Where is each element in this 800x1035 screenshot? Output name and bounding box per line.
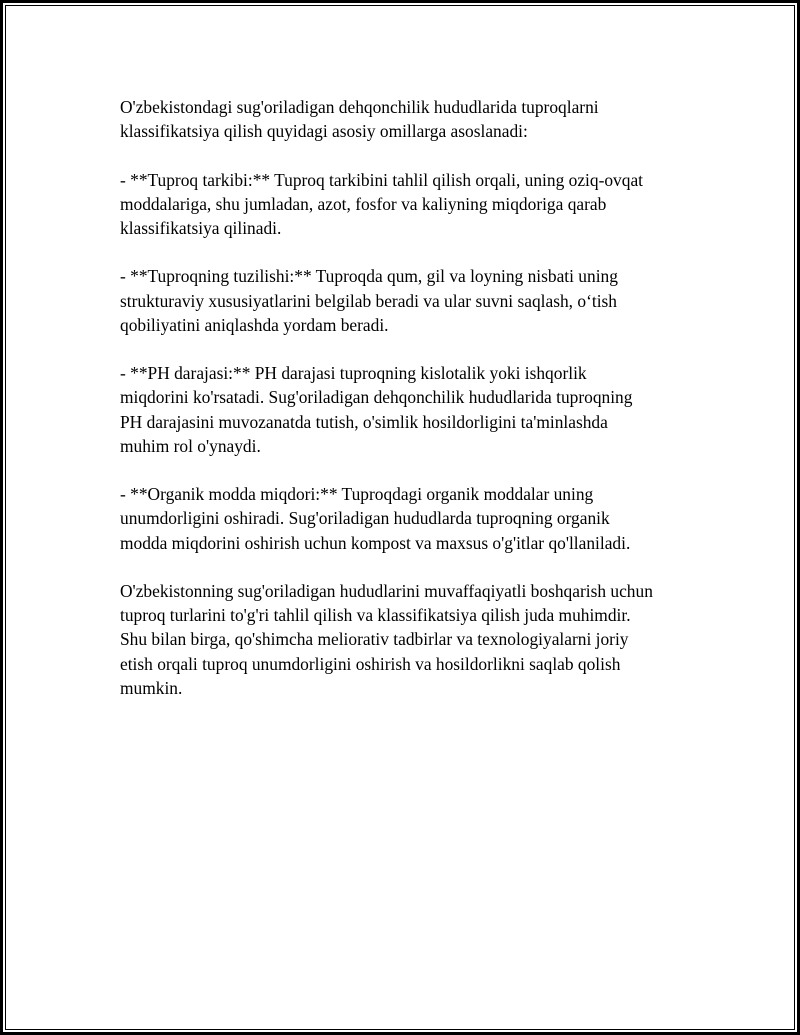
list-item-ph-darajasi: - **PH darajasi:** PH darajasi tuproqning kislotalik yoki ishqorlik miqdorini ko'rsatadi. Sug'oriladigan dehqonchilik hududlarida tuproqning PH darajasini muvozanatda tutish, o'simlik hosildorligini ta'minlashda muhim rol o'ynaydi. [120,363,633,456]
document-body [120,95,700,724]
list-item-organik-modda: - **Organik modda miqdori:** Tuproqdagi organik moddalar uning unumdorligini oshiradi. Sug'oriladigan hududlarda tuproqning organik modda miqdorini oshirish uchun kompost va maxsus o'g'itlar qo'llaniladi. [120,484,631,553]
list-item-tuproqning-tuzilishi: - **Tuproqning tuzilishi:** Tuproqda qum, gil va loyning nisbati uning strukturaviy xususiyatlarini belgilab beradi va ular suvni saqlash, o‘tish qobiliyatini aniqlashda yordam beradi. [120,266,618,335]
list-item-tuproq-tarkibi: - **Tuproq tarkibi:** Tuproq tarkibini tahlil qilish orqali, uning oziq-ovqat moddalariga, shu jumladan, azot, fosfor va kaliyning miqdoriga qarab klassifikatsiya qilinadi. [120,169,643,238]
conclusion-paragraph: O'zbekistonning sug'oriladigan hududlarini muvaffaqiyatli boshqarish uchun tuproq turlarini to'g'ri tahlil qilish va klassifikatsiya qilish juda muhimdir. Shu bilan birga, qo'shimcha meliorativ tadbirlar va texnologiyalarni joriy etish orqali tuproq unumdorligini oshirish va hosildorlikni saqlab qolish mumkin. [120,580,653,698]
intro-paragraph: O'zbekistondagi sug'oriladigan dehqonchilik hududlarida tuproqlarni klassifikatsiya qilish quyidagi asosiy omillarga asoslanadi: [120,97,599,142]
